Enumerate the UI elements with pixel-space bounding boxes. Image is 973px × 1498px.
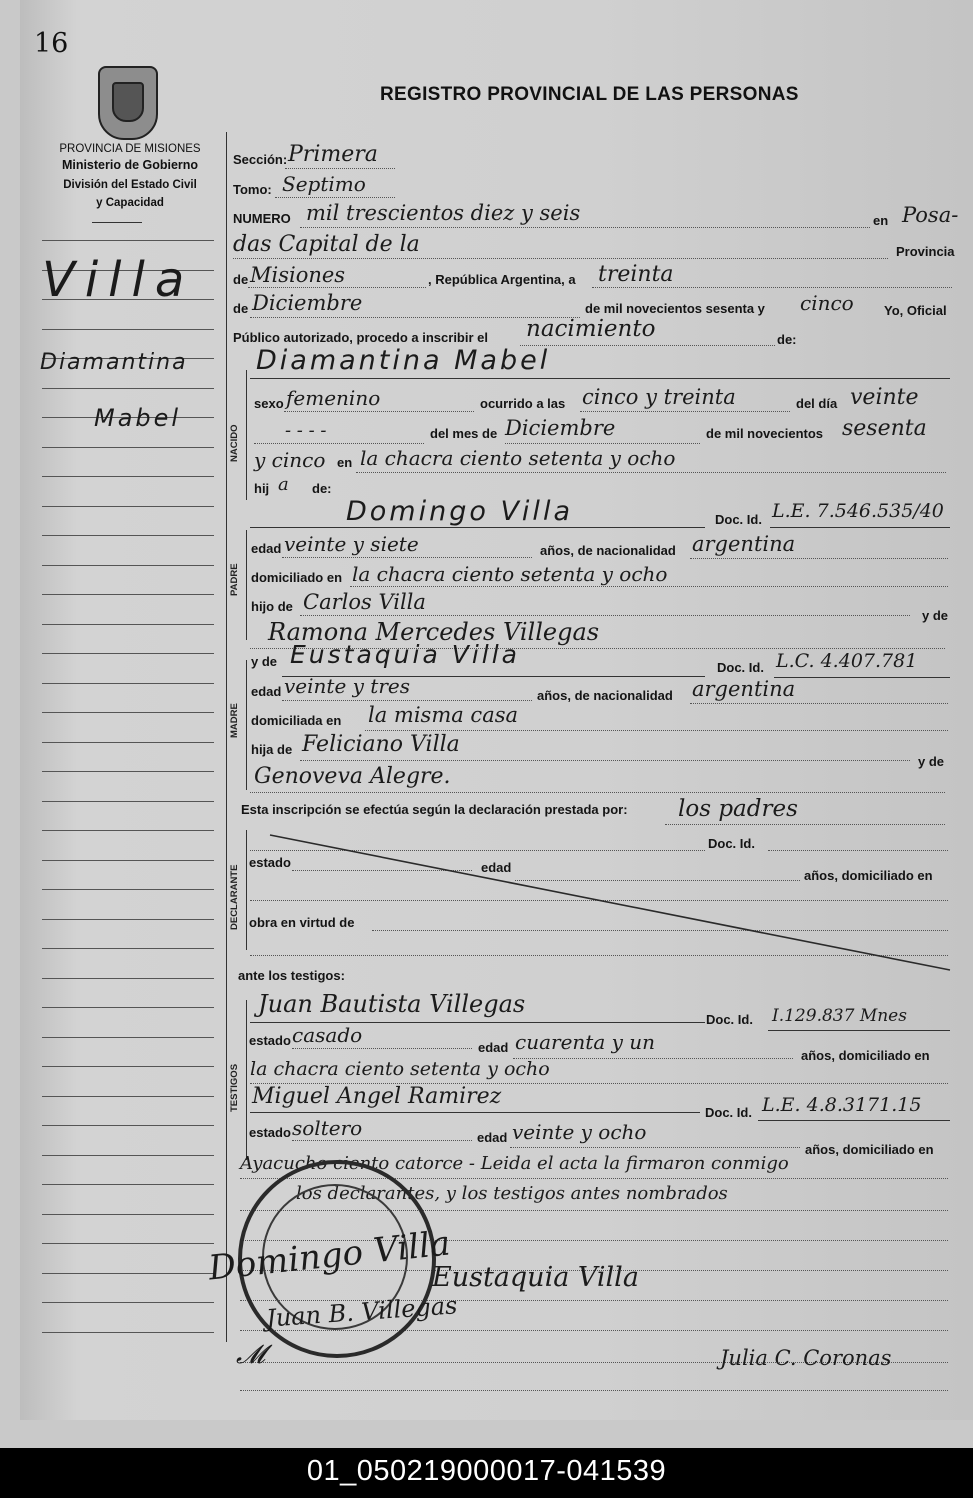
value-madre: Eustaquia Villa — [290, 640, 520, 669]
line-dia-cont — [254, 443, 424, 444]
margin-ruled-line — [42, 1243, 214, 1244]
line-hora — [580, 411, 790, 412]
line-t1-estado — [292, 1048, 472, 1049]
value-testigo-1-doc: I.129.837 Mnes — [772, 1006, 907, 1026]
value-testigo-1-domicilio: la chacra ciento setenta y ocho — [250, 1058, 550, 1080]
value-testigo-2-edad: veinte y ocho — [512, 1120, 647, 1144]
value-dia-continuacion: - - - - — [285, 420, 327, 441]
margin-ruled-line — [42, 919, 214, 920]
header-province: PROVINCIA DE MISIONES — [59, 143, 201, 155]
label-anios-nac-padre: años, de nacionalidad — [540, 543, 676, 558]
label-hij: hij — [254, 481, 270, 496]
margin-ruled-line — [42, 860, 214, 861]
line-t2-estado — [292, 1140, 472, 1141]
label-y-de-padre: y de — [922, 608, 949, 623]
line-t2-edad — [510, 1147, 800, 1148]
line-lugar — [233, 258, 888, 259]
value-hij-suffix: a — [278, 474, 289, 495]
label-yo-oficial: Yo, Oficial — [884, 303, 947, 318]
value-abuelo-materno: Feliciano Villa — [302, 732, 460, 757]
label-numero: NUMERO — [233, 211, 291, 226]
main-vertical-rule — [226, 132, 227, 1342]
value-anio-inscripcion: cinco — [800, 291, 854, 315]
value-mes: Diciembre — [505, 416, 616, 440]
value-cierre: los declarantes, y los testigos antes nombrados — [296, 1183, 728, 1204]
label-doc-madre: Doc. Id. — [717, 660, 764, 675]
line-t1-edad — [513, 1058, 793, 1059]
label-sexo: sexo — [254, 396, 284, 411]
label-edad-madre: edad — [251, 684, 282, 699]
line-seccion — [285, 168, 395, 169]
value-abuela-materna: Genoveva Alegre. — [254, 764, 451, 789]
value-testigo-2: Miguel Angel Ramirez — [252, 1084, 502, 1109]
label-doc-declarante: Doc. Id. — [708, 836, 755, 851]
value-abuela-paterna: Ramona Mercedes Villegas — [268, 618, 600, 646]
label-de: de — [233, 272, 249, 287]
value-seccion: Primera — [288, 142, 378, 167]
testigos-rule — [246, 1000, 247, 1160]
signature-juan-villegas: Juan B. Villegas — [265, 1291, 459, 1333]
label-anios-dom-testigo-1: años, domiciliado en — [801, 1048, 930, 1063]
margin-ruled-line — [42, 683, 214, 684]
margin-ruled-line — [42, 1125, 214, 1126]
value-declarante: los padres — [678, 796, 798, 822]
label-republica: , República Argentina, a — [428, 272, 576, 287]
margin-ruled-line — [42, 653, 214, 654]
header-division: División del Estado Civil — [63, 179, 197, 191]
value-padre-nacionalidad: argentina — [692, 532, 796, 556]
value-acto: nacimiento — [526, 316, 656, 342]
label-doc-testigo-1: Doc. Id. — [706, 1012, 753, 1027]
value-dia: veinte — [850, 385, 919, 410]
margin-ruled-line — [42, 476, 214, 477]
value-testigo-2-estado: soltero — [292, 1116, 363, 1140]
line-nombre — [250, 378, 950, 379]
signature-ruled-line — [240, 1390, 948, 1391]
margin-ruled-line — [42, 535, 214, 536]
line-madre-dom — [365, 730, 948, 731]
value-testigo-1: Juan Bautista Villegas — [258, 990, 526, 1018]
margin-surname: Villa — [42, 252, 195, 308]
padre-rule — [246, 530, 247, 640]
label-ante-testigos: ante los testigos: — [238, 968, 345, 983]
margin-ruled-line — [42, 329, 214, 330]
line-testigo-2-doc — [758, 1120, 950, 1121]
value-provincia: Misiones — [250, 263, 346, 287]
declarante-rule — [246, 830, 247, 950]
value-padre-edad: veinte y siete — [284, 532, 419, 556]
label-domiciliada: domiciliada en — [251, 713, 342, 728]
margin-ruled-line — [42, 801, 214, 802]
label-del-dia: del día — [796, 396, 838, 411]
line-tomo — [275, 197, 395, 198]
line-madre-edad — [282, 700, 532, 701]
margin-ruled-line — [42, 506, 214, 507]
value-numero: mil trescientos diez y seis — [306, 201, 581, 225]
crest-shield-icon — [112, 82, 144, 122]
margin-ruled-line — [42, 565, 214, 566]
margin-ruled-line — [42, 1273, 214, 1274]
margin-ruled-line — [42, 594, 214, 595]
value-anio-continuacion: y cinco — [254, 448, 326, 472]
label-estado-testigo-1: estado — [249, 1033, 291, 1048]
margin-ruled-line — [42, 1096, 214, 1097]
line-padre-nac — [690, 558, 948, 559]
value-madre-edad: veinte y tres — [284, 674, 410, 698]
value-anio: sesenta — [842, 416, 927, 441]
label-en-lugar: en — [337, 455, 353, 470]
value-madre-nacionalidad: argentina — [692, 677, 796, 701]
label-edad-testigo-1: edad — [478, 1040, 509, 1055]
label-estado-declarante: estado — [249, 855, 291, 870]
side-label-declarante: DECLARANTE — [229, 864, 240, 930]
label-del-mes: del mes de — [430, 426, 498, 441]
label-edad-testigo-2: edad — [477, 1130, 508, 1145]
margin-ruled-line — [42, 1302, 214, 1303]
value-padre-domicilio: la chacra ciento setenta y ocho — [352, 562, 668, 586]
label-de-colon: de: — [777, 332, 797, 347]
label-hijo-de: hijo de — [251, 599, 293, 614]
margin-ruled-line — [42, 1037, 214, 1038]
line-padre-dom — [350, 586, 948, 587]
margin-ruled-line — [42, 240, 214, 241]
value-padre: Domingo Villa — [346, 496, 573, 527]
margin-ruled-line — [42, 948, 214, 949]
label-en: en — [873, 213, 889, 228]
line-padre — [250, 527, 705, 528]
line-testigo-2 — [250, 1112, 700, 1113]
header-capacidad: y Capacidad — [96, 197, 164, 209]
margin-ruled-line — [42, 978, 214, 979]
side-label-madre: MADRE — [229, 703, 240, 738]
label-edad-declarante: edad — [481, 860, 512, 875]
value-dia-inscripcion: treinta — [598, 262, 674, 287]
label-anios-dom-testigo-2: años, domiciliado en — [805, 1142, 934, 1157]
line-numero — [300, 227, 870, 228]
side-label-nacido: NACIDO — [229, 424, 240, 462]
value-lugar: das Capital de la — [233, 232, 420, 257]
line-sexo — [284, 411, 474, 412]
value-tomo: Septimo — [282, 172, 366, 196]
value-en: Posa- — [902, 203, 959, 227]
value-hora: cinco y treinta — [582, 385, 736, 409]
margin-ruled-line — [42, 1214, 214, 1215]
label-tomo: Tomo: — [233, 182, 272, 197]
line-dia — [592, 287, 952, 288]
signature-domingo: Domingo Villa — [206, 1223, 453, 1289]
margin-ruled-line — [42, 1332, 214, 1333]
side-label-padre: PADRE — [229, 563, 240, 596]
signature-eustaquia: Eustaquia Villa — [432, 1262, 639, 1293]
value-madre-domicilio: la misma casa — [368, 703, 519, 727]
label-estado-testigo-2: estado — [249, 1125, 291, 1140]
line-padre-edad — [282, 557, 532, 558]
label-y-de-madre-2: y de — [918, 754, 945, 769]
line-declarante — [665, 824, 945, 825]
margin-ruled-line — [42, 447, 214, 448]
value-testigo-2-doc: L.E. 4.8.3171.15 — [762, 1094, 922, 1116]
document-title: REGISTRO PROVINCIAL DE LAS PERSONAS — [380, 84, 799, 105]
margin-ruled-line — [42, 1184, 214, 1185]
value-testigo-2-domicilio: Ayacucho ciento catorce - Leida el acta la firmaron conmigo — [240, 1153, 789, 1174]
label-edad-padre: edad — [251, 541, 282, 556]
margin-name-2: Mabel — [94, 404, 182, 432]
label-doc-testigo-2: Doc. Id. — [705, 1105, 752, 1120]
line-mes-nac — [505, 443, 700, 444]
margin-ruled-line — [42, 771, 214, 772]
margin-ruled-line — [42, 830, 214, 831]
value-nombre-nacido: Diamantina Mabel — [256, 345, 551, 376]
line-abuelo-p — [300, 615, 910, 616]
label-hija-de: hija de — [251, 742, 293, 757]
label-de-mil: de mil novecientos sesenta y — [585, 301, 765, 316]
line-madre-doc — [774, 677, 950, 678]
value-sexo: femenino — [286, 386, 381, 410]
value-abuelo-paterno: Carlos Villa — [303, 590, 426, 614]
label-anios-dom-declarante: años, domiciliado en — [804, 868, 933, 883]
label-doc-padre: Doc. Id. — [715, 512, 762, 527]
value-lugar-nacimiento: la chacra ciento setenta y ocho — [360, 446, 676, 470]
side-label-testigos: TESTIGOS — [229, 1063, 240, 1112]
madre-rule — [246, 660, 247, 790]
margin-ruled-line — [42, 889, 214, 890]
line-padre-doc — [770, 527, 950, 528]
value-madre-doc: L.C. 4.407.781 — [776, 650, 918, 672]
line-abuela-m — [250, 792, 945, 793]
value-testigo-1-estado: casado — [292, 1023, 363, 1047]
label-de-colon-2: de: — [312, 481, 332, 496]
page-number: 16 — [34, 28, 69, 59]
header-ministerio: Ministerio de Gobierno — [61, 158, 199, 172]
margin-ruled-line — [42, 1066, 214, 1067]
margin-name-1: Diamantina — [40, 350, 188, 375]
margin-ruled-line — [42, 624, 214, 625]
label-ocurrido: ocurrido a las — [480, 396, 566, 411]
margin-ruled-line — [42, 742, 214, 743]
value-testigo-1-edad: cuarenta y un — [515, 1030, 656, 1054]
line-provincia — [248, 287, 426, 288]
declarante-strike-line — [260, 830, 960, 980]
line-lugar-nac — [356, 472, 946, 473]
label-y-de-madre: y de — [251, 654, 278, 669]
line-abuelo-m — [300, 760, 910, 761]
signature-ramirez-mark: 𝓜 — [236, 1340, 266, 1370]
line-madre-nac — [690, 703, 948, 704]
signature-oficial: Julia C. Coronas — [720, 1346, 892, 1370]
line-acto — [520, 345, 775, 346]
label-obra: obra en virtud de — [249, 915, 355, 930]
margin-ruled-line — [42, 1155, 214, 1156]
label-seccion: Sección: — [233, 152, 288, 167]
margin-ruled-line — [42, 1007, 214, 1008]
margin-ruled-line — [42, 388, 214, 389]
value-mes-inscripcion: Diciembre — [252, 291, 363, 315]
margin-ruled-line — [42, 712, 214, 713]
label-esta-inscripcion: Esta inscripción se efectúa según la declaración prestada por: — [241, 802, 628, 817]
header-divider — [92, 222, 142, 223]
label-anios-nac-madre: años, de nacionalidad — [537, 688, 673, 703]
label-publico: Público autorizado, procedo a inscribir el — [233, 330, 488, 345]
label-provincia: Provincia — [896, 244, 955, 259]
label-de-2: de — [233, 301, 249, 316]
nacido-rule — [246, 370, 247, 500]
line-testigo-1-doc — [768, 1030, 950, 1031]
label-de-mil-2: de mil novecientos — [706, 426, 824, 441]
label-domiciliado: domiciliado en — [251, 570, 343, 585]
value-padre-doc: L.E. 7.546.535/40 — [772, 500, 944, 522]
image-id-footer: 01_050219000017-041539 — [0, 1448, 973, 1498]
